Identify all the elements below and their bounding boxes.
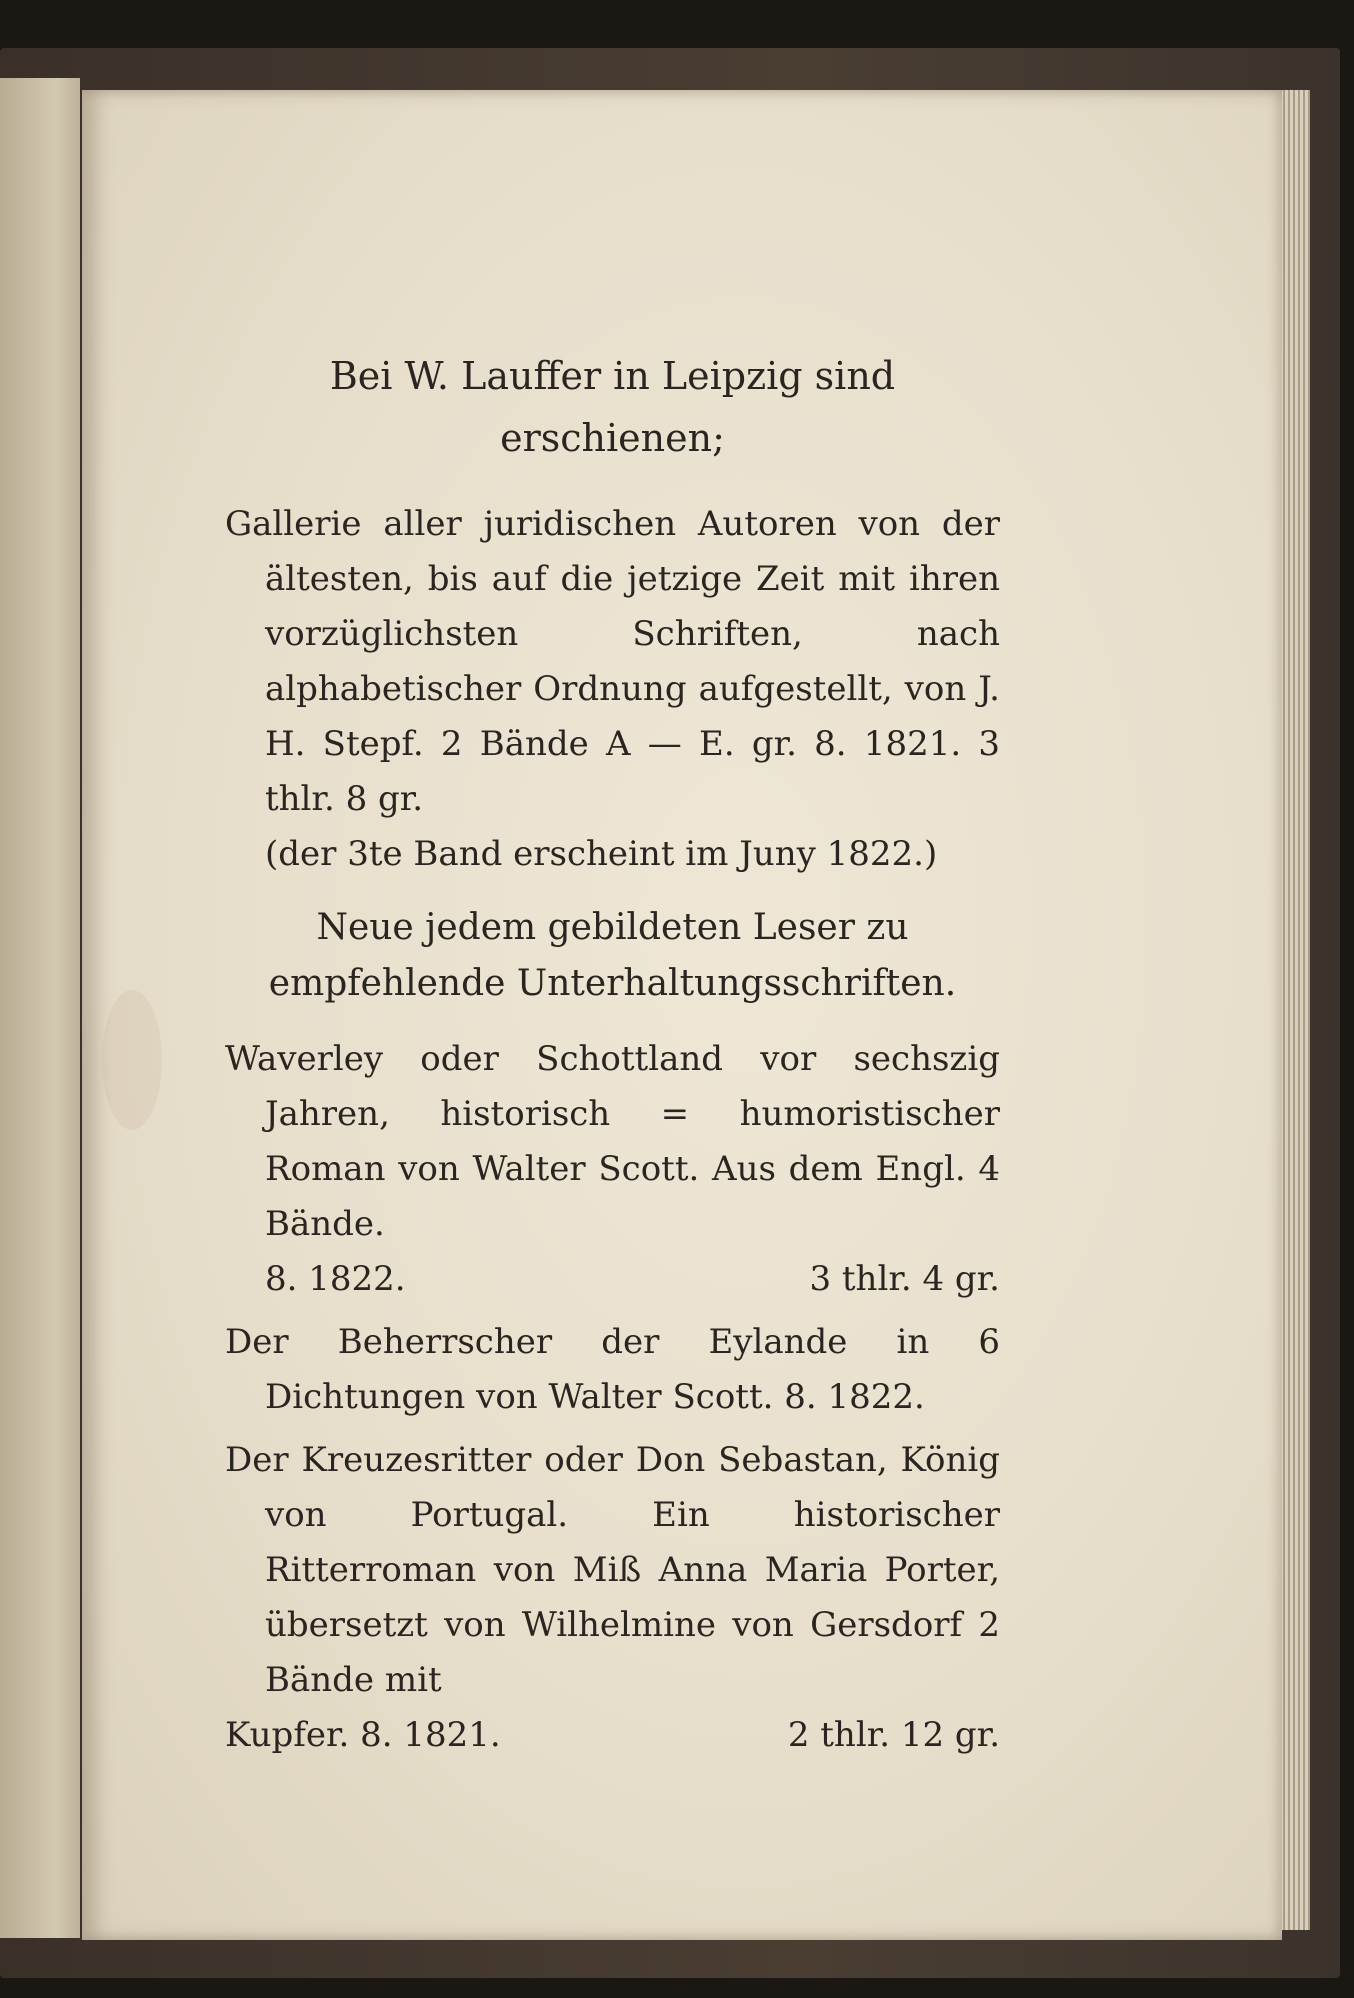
entry-price: 3 thlr. 4 gr. [809,1259,1000,1299]
entry-price-line [225,1252,1000,1307]
section-subheading: Neue jedem gebildeten Leser zu empfehlende Unterhaltungsschriften. [268,907,957,1004]
entry-price-line [225,1708,1000,1763]
entry-text: Der Kreuzesritter oder Don Sebastan, König von Portugal. Ein historischer Ritterroman von Miß Anna Maria Porter, übersetzt von Wilhelmine von Gersdorf 2 Bände mit [225,1440,1000,1700]
entry-beherrscher [225,1315,1000,1425]
entry-tail: Kupfer. 8. 1821. [225,1715,501,1755]
entry-kreuzesritter [225,1433,1000,1763]
left-page-edge [0,78,80,1938]
entry-text: Der Beherrscher der Eylande in 6 Dichtungen von Walter Scott. 8. 1822. [225,1322,1000,1417]
entry-tail: 8. 1822. [265,1259,406,1299]
page-text [225,345,1000,1771]
entry-waverley [225,1032,1000,1307]
advert-heading: Bei W. Lauffer in Leipzig sind erschienen; [329,354,896,460]
entry-gallerie [225,497,1000,882]
entry-text: Waverley oder Schottland vor sechszig Jahren, historisch = humoristischer Roman von Walter Scott. Aus dem Engl. 4 Bände. [225,1039,1000,1244]
entry-text: Gallerie aller juridischen Autoren von der ältesten, bis auf die jetzige Zeit mit ihren vorzüglichsten Schriften, nach alphabetischer Ordnung aufgestellt, von J. H. Stepf. 2 Bände A — E. gr. 8. 1821. 3 thlr. 8 gr. [225,504,1000,819]
entry-note: (der 3te Band erscheint im Juny 1822.) [265,834,938,874]
entry-price: 2 thlr. 12 gr. [787,1715,1000,1755]
page-stain [102,990,162,1130]
